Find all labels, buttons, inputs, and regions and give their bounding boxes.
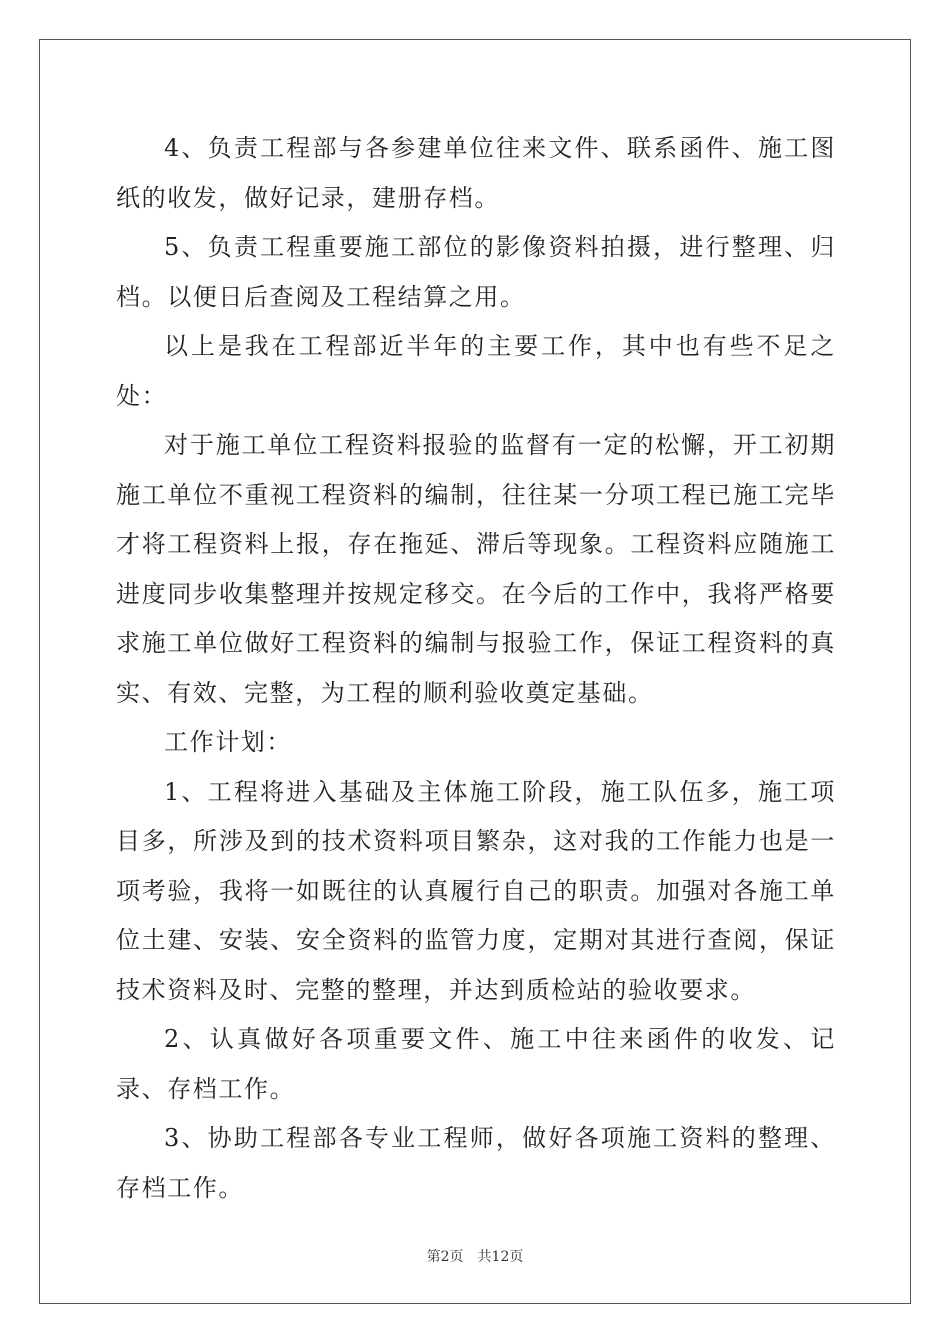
paragraph: 1、工程将进入基础及主体施工阶段，施工队伍多，施工项目多，所涉及到的技术资料项目繁杂，这对我的工作能力也是一项考验，我将一如既往的认真履行自己的职责。加强对各施工单位土建、安装、安全资料的监管力度，定期对其进行查阅，保证技术资料及时、完整的整理，并达到质检站的验收要求。 — [116, 777, 836, 1004]
paragraph: 对于施工单位工程资料报验的监督有一定的松懈，开工初期施工单位不重视工程资料的编制，往往某一分项工程已施工完毕才将工程资料上报，存在拖延、滞后等现象。工程资料应随施工进度同步收集整理并按规定移交。在今后的工作中，我将严格要求施工单位做好工程资料的编制与报验工作，保证工程资料的真实、有效、完整，为工程的顺利验收奠定基础。 — [116, 431, 836, 707]
page-total: 共12页 — [477, 1249, 524, 1265]
paragraph: 4、负责工程部与各参建单位往来文件、联系函件、施工图纸的收发，做好记录，建册存档。 — [116, 134, 836, 212]
paragraph: 2、认真做好各项重要文件、施工中往来函件的收发、记录、存档工作。 — [116, 1025, 836, 1103]
page-number: 第2页 — [426, 1249, 464, 1265]
paragraph: 以上是我在工程部近半年的主要工作，其中也有些不足之处： — [116, 332, 836, 410]
paragraph: 3、协助工程部各专业工程师，做好各项施工资料的整理、存档工作。 — [116, 1124, 836, 1202]
paragraph: 5、负责工程重要施工部位的影像资料拍摄，进行整理、归档。以便日后查阅及工程结算之用。 — [116, 233, 836, 311]
document-body — [116, 124, 836, 1213]
section-heading: 工作计划： — [164, 728, 292, 756]
page-footer — [0, 1246, 950, 1266]
